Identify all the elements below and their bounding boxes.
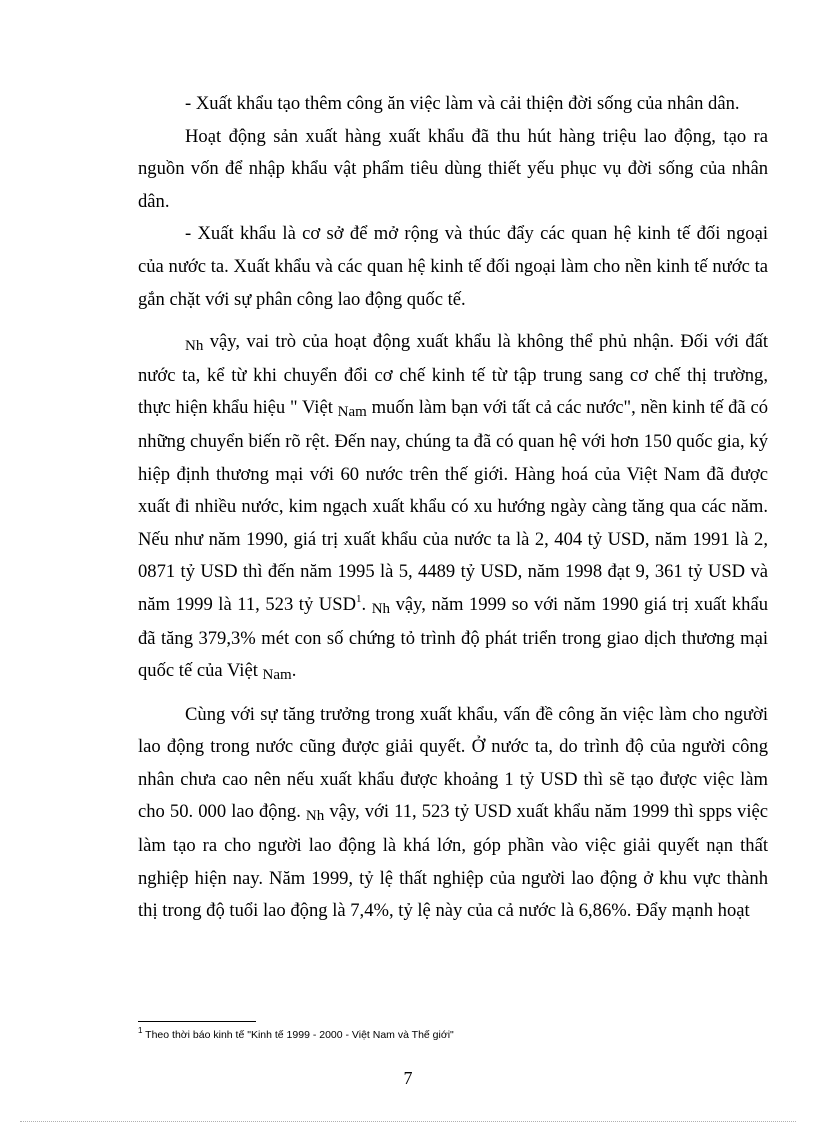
footnote [138,1025,768,1042]
text-fragment: vậy, với 11, 523 tỷ USD xuất khẩu năm 1999 thì spps việc làm tạo ra cho người lao động là khá lớn, góp phần vào việc giải quyết nạn thất nghiệp hiện nay. Năm 1999, tỷ lệ thất nghiệp của người lao động ở khu vực thành thị trong độ tuổi lao động là 7,4%, tỷ lệ này của cả nước là 6,86%. Đẩy mạnh hoạt [138,801,768,922]
text-fragment-nam: Nam [337,404,367,421]
text-fragment-nh: Nh [185,338,204,355]
page-bottom-border [20,1121,796,1122]
text-fragment: Cùng với sự tăng trưởng trong xuất khẩu, vấn đề công ăn việc làm cho người lao động trong nước cũng được giải quyết. Ở nước ta, do trình độ của người công nhân chưa cao nên nếu xuất khẩu được khoảng 1 tỷ USD thì sẽ tạo được việc làm cho 50. 000 lao động. [138,703,768,823]
body-text [138,88,768,928]
footnote-text: Theo thời báo kinh tế "Kinh tế 1999 - 2000 - Việt Nam và Thế giới" [142,1029,454,1041]
text-fragment: vậy, năm 1999 so với năm 1990 giá trị xuất khẩu đã tăng 379,3% mét con số chứng tỏ trình độ phát triển trong giao dịch thương mại quốc tế của Việt [138,593,768,682]
footnote-reference[interactable]: 1 [356,592,362,605]
text-fragment: . [361,593,372,615]
text-fragment-nh: Nh [371,600,391,617]
footnote-separator [138,1021,256,1022]
text-fragment: . [291,660,297,682]
page-number: 7 [403,1068,413,1088]
text-fragment-nh: Nh [305,808,325,825]
text-fragment: vậy, vai trò của hoạt động xuất khẩu là không thể phủ nhận. Đối với đất nước ta, kể từ khi chuyển đổi cơ chế kinh tế từ tập trung sang cơ chế thị trường, thực hiện khẩu hiệu " Việt [138,331,768,419]
text-fragment: muốn làm bạn với tất cả các nước", nền kinh tế đã có những chuyển biến rõ rệt. Đến nay, chúng ta đã có quan hệ với hơn 150 quốc gia, ký hiệp định thương mại với 60 nước trên thế giới. Hàng hoá của Việt Nam đã được xuất đi nhiều nước, kim ngạch xuất khẩu có xu hướng ngày càng tăng qua các năm. Nếu như năm 1990, giá trị xuất khẩu của nước ta là 2, 404 tỷ USD, năm 1991 là 2, 0871 tỷ USD thì đến năm 1995 là 5, 4489 tỷ USD, năm 1998 đạt 9, 361 tỷ USD và năm 1999 là 11, 523 tỷ USD [138,397,768,615]
paragraph-2: Hoạt động sản xuất hàng xuất khẩu đã thu hút hàng triệu lao động, tạo ra nguồn vốn để nhập khẩu vật phẩm tiêu dùng thiết yếu phục vụ đời sống của nhân dân. [138,125,768,212]
footnote-number: 1 [138,1025,143,1035]
paragraph-4 [138,326,768,689]
paragraph-1: - Xuất khẩu tạo thêm công ăn việc làm và cải thiện đời sống của nhân dân. [185,93,740,114]
paragraph-5 [138,699,768,928]
text-fragment-nam: Nam [262,667,292,684]
paragraph-3: - Xuất khẩu là cơ sở để mở rộng và thúc đẩy các quan hệ kinh tế đối ngoại của nước ta. Xuất khẩu và các quan hệ kinh tế đối ngoại làm cho nền kinh tế nước ta gắn chặt với sự phân công lao động quốc tế. [138,223,768,310]
